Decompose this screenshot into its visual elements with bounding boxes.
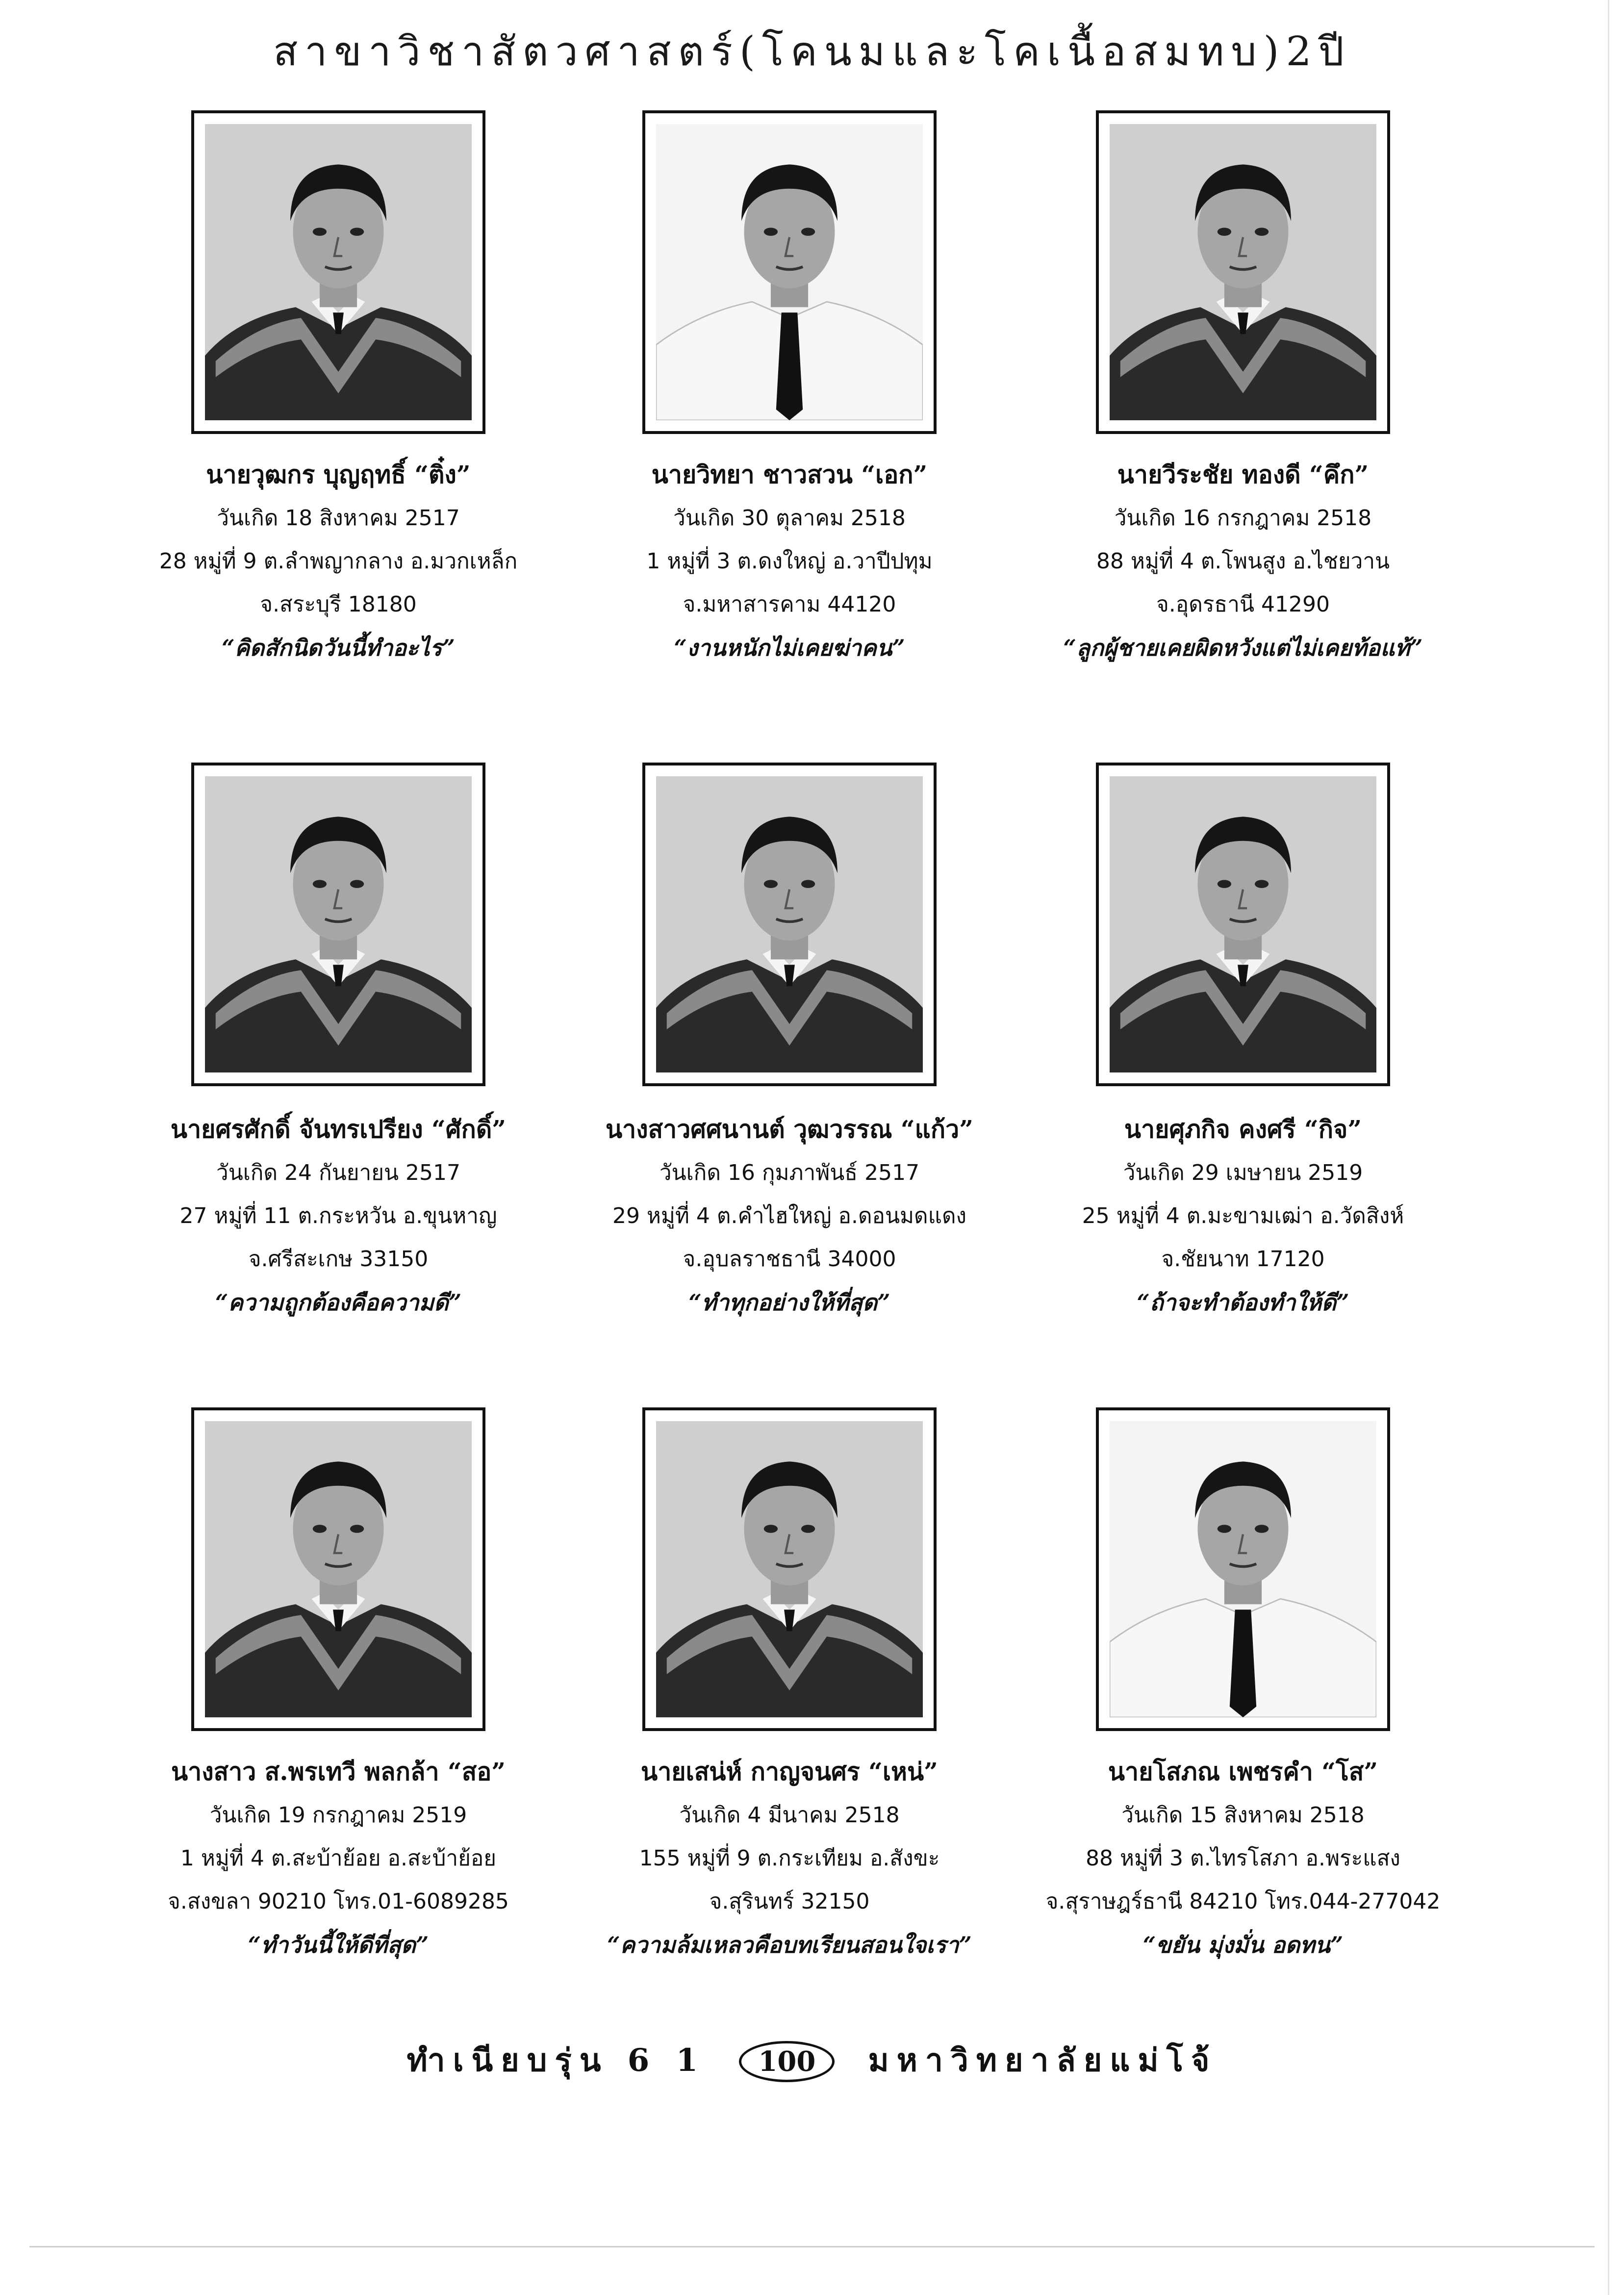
student-name: นายศรศักดิ์ จันทรเปรียง “ศักดิ์”	[170, 1115, 507, 1144]
student-photo-frame	[191, 110, 485, 434]
student-address-line2: จ.มหาสารคาม 44120	[683, 592, 896, 617]
student-address-line1: 155 หมู่ที่ 9 ต.กระเทียม อ.สังขะ	[639, 1846, 940, 1871]
student-name: นางสาว ส.พรเทวี พลกล้า “สอ”	[171, 1757, 506, 1786]
page-number: 100	[739, 2041, 835, 2082]
student-photo-frame	[642, 1407, 937, 1731]
student-birthdate: วันเกิด 24 กันยายน 2517	[216, 1160, 461, 1185]
student-birthdate: วันเกิด 15 สิงหาคม 2518	[1121, 1803, 1365, 1828]
student-info	[93, 1756, 584, 1966]
student-name: นายวิทยา ชาวสวน “เอก”	[651, 460, 928, 489]
student-birthdate: วันเกิด 16 กุมภาพันธ์ 2517	[659, 1160, 920, 1185]
student-photo-frame	[191, 1407, 485, 1731]
student-motto: “ความล้มเหลวคือบทเรียนสอนใจเรา”	[607, 1932, 972, 1958]
student-address-line1: 88 หมู่ที่ 4 ต.โพนสูง อ.ไชยวาน	[1096, 549, 1390, 574]
student-name: นายเสน่ห์ กาญจนศร “เหน่”	[641, 1757, 938, 1786]
student-photo-frame	[642, 110, 937, 434]
student-birthdate: วันเกิด 29 เมษายน 2519	[1123, 1160, 1363, 1185]
student-address-line2: จ.อุบลราชธานี 34000	[683, 1247, 896, 1272]
student-address-line1: 28 หมู่ที่ 9 ต.ลำพญากลาง อ.มวกเหล็ก	[159, 549, 518, 574]
student-name: นายศุภกิจ คงศรี “กิจ”	[1124, 1115, 1362, 1144]
student-motto: “ถ้าจะทำต้องทำให้ดี”	[1137, 1289, 1349, 1316]
student-portrait	[656, 776, 923, 1072]
student-portrait	[1110, 124, 1376, 420]
student-birthdate: วันเกิด 4 มีนาคม 2518	[679, 1803, 900, 1828]
student-info	[544, 1113, 1035, 1324]
footer	[0, 2035, 1624, 2085]
student-info	[544, 1756, 1035, 1966]
student-motto: “ขยัน มุ่งมั่น อดทน”	[1142, 1932, 1344, 1958]
student-address-line2: จ.ชัยนาท 17120	[1161, 1247, 1325, 1272]
student-birthdate: วันเกิด 30 ตุลาคม 2518	[673, 506, 906, 531]
student-photo-frame	[1096, 110, 1390, 434]
student-portrait	[1110, 776, 1376, 1072]
student-address-line1: 1 หมู่ที่ 3 ต.ดงใหญ่ อ.วาปีปทุม	[646, 549, 933, 574]
student-photo-frame	[191, 763, 485, 1086]
student-address-line2: จ.สงขลา 90210 โทร.01-6089285	[168, 1889, 509, 1914]
student-address-line2: จ.ศรีสะเกษ 33150	[248, 1247, 429, 1272]
student-address-line1: 25 หมู่ที่ 4 ต.มะขามเฒ่า อ.วัดสิงห์	[1082, 1203, 1404, 1228]
student-motto: “ความถูกต้องคือความดี”	[215, 1289, 462, 1316]
student-info	[998, 459, 1488, 669]
student-motto: “ทำทุกอย่างให้ที่สุด”	[688, 1289, 890, 1316]
student-address-line1: 1 หมู่ที่ 4 ต.สะบ้าย้อย อ.สะบ้าย้อย	[180, 1846, 497, 1871]
student-motto: “ลูกผู้ชายเคยผิดหวังแต่ไม่เคยท้อแท้”	[1063, 635, 1423, 661]
student-address-line2: จ.สุราษฎร์ธานี 84210 โทร.044-277042	[1045, 1889, 1441, 1914]
student-address-line1: 29 หมู่ที่ 4 ต.คำไฮใหญ่ อ.ดอนมดแดง	[612, 1203, 967, 1228]
student-portrait	[656, 124, 923, 420]
bottom-rule	[29, 2246, 1595, 2247]
student-portrait	[205, 1421, 472, 1717]
student-portrait	[656, 1421, 923, 1717]
footer-university-label: มหาวิทยาลัยแม่โจ้	[868, 2042, 1218, 2079]
student-birthdate: วันเกิด 18 สิงหาคม 2517	[217, 506, 460, 531]
student-info	[93, 1113, 584, 1324]
student-name: นายโสภณ เพชรคำ “โส”	[1108, 1757, 1378, 1786]
student-photo-frame	[642, 763, 937, 1086]
right-edge-rule	[1608, 0, 1609, 2295]
student-portrait	[1110, 1421, 1376, 1717]
page-title: สาขาวิชาสัตวศาสตร์(โคนมและโคเนื้อสมทบ)2ปี	[273, 28, 1351, 75]
student-portrait	[205, 776, 472, 1072]
student-name: นางสาวศศนานต์ วุฒวรรณ “แก้ว”	[605, 1115, 974, 1144]
student-portrait	[205, 124, 472, 420]
student-address-line1: 27 หมู่ที่ 11 ต.กระหวัน อ.ขุนหาญ	[179, 1203, 497, 1228]
student-address-line1: 88 หมู่ที่ 3 ต.ไทรโสภา อ.พระแสง	[1086, 1846, 1400, 1871]
student-birthdate: วันเกิด 19 กรกฎาคม 2519	[209, 1803, 467, 1828]
student-address-line2: จ.อุดรธานี 41290	[1156, 592, 1330, 617]
student-info	[998, 1113, 1488, 1324]
student-motto: “คิดสักนิดวันนี้ทำอะไร”	[222, 635, 455, 661]
student-birthdate: วันเกิด 16 กรกฎาคม 2518	[1114, 506, 1372, 531]
footer-yearbook-label: ทำเนียบรุ่น 6 1	[406, 2042, 706, 2079]
student-name: นายวีระชัย ทองดี “คึก”	[1117, 460, 1369, 489]
student-motto: “ทำวันนี้ให้ดีที่สุด”	[248, 1932, 429, 1958]
student-info	[998, 1756, 1488, 1966]
student-info	[544, 459, 1035, 669]
student-name: นายวุฒกร บุญฤทธิ์ “ติ๋ง”	[206, 460, 471, 489]
student-info	[93, 459, 584, 669]
student-photo-frame	[1096, 1407, 1390, 1731]
student-address-line2: จ.สระบุรี 18180	[260, 592, 417, 617]
student-motto: “งานหนักไม่เคยฆ่าคน”	[674, 635, 905, 661]
student-photo-frame	[1096, 763, 1390, 1086]
student-address-line2: จ.สุรินทร์ 32150	[709, 1889, 870, 1914]
